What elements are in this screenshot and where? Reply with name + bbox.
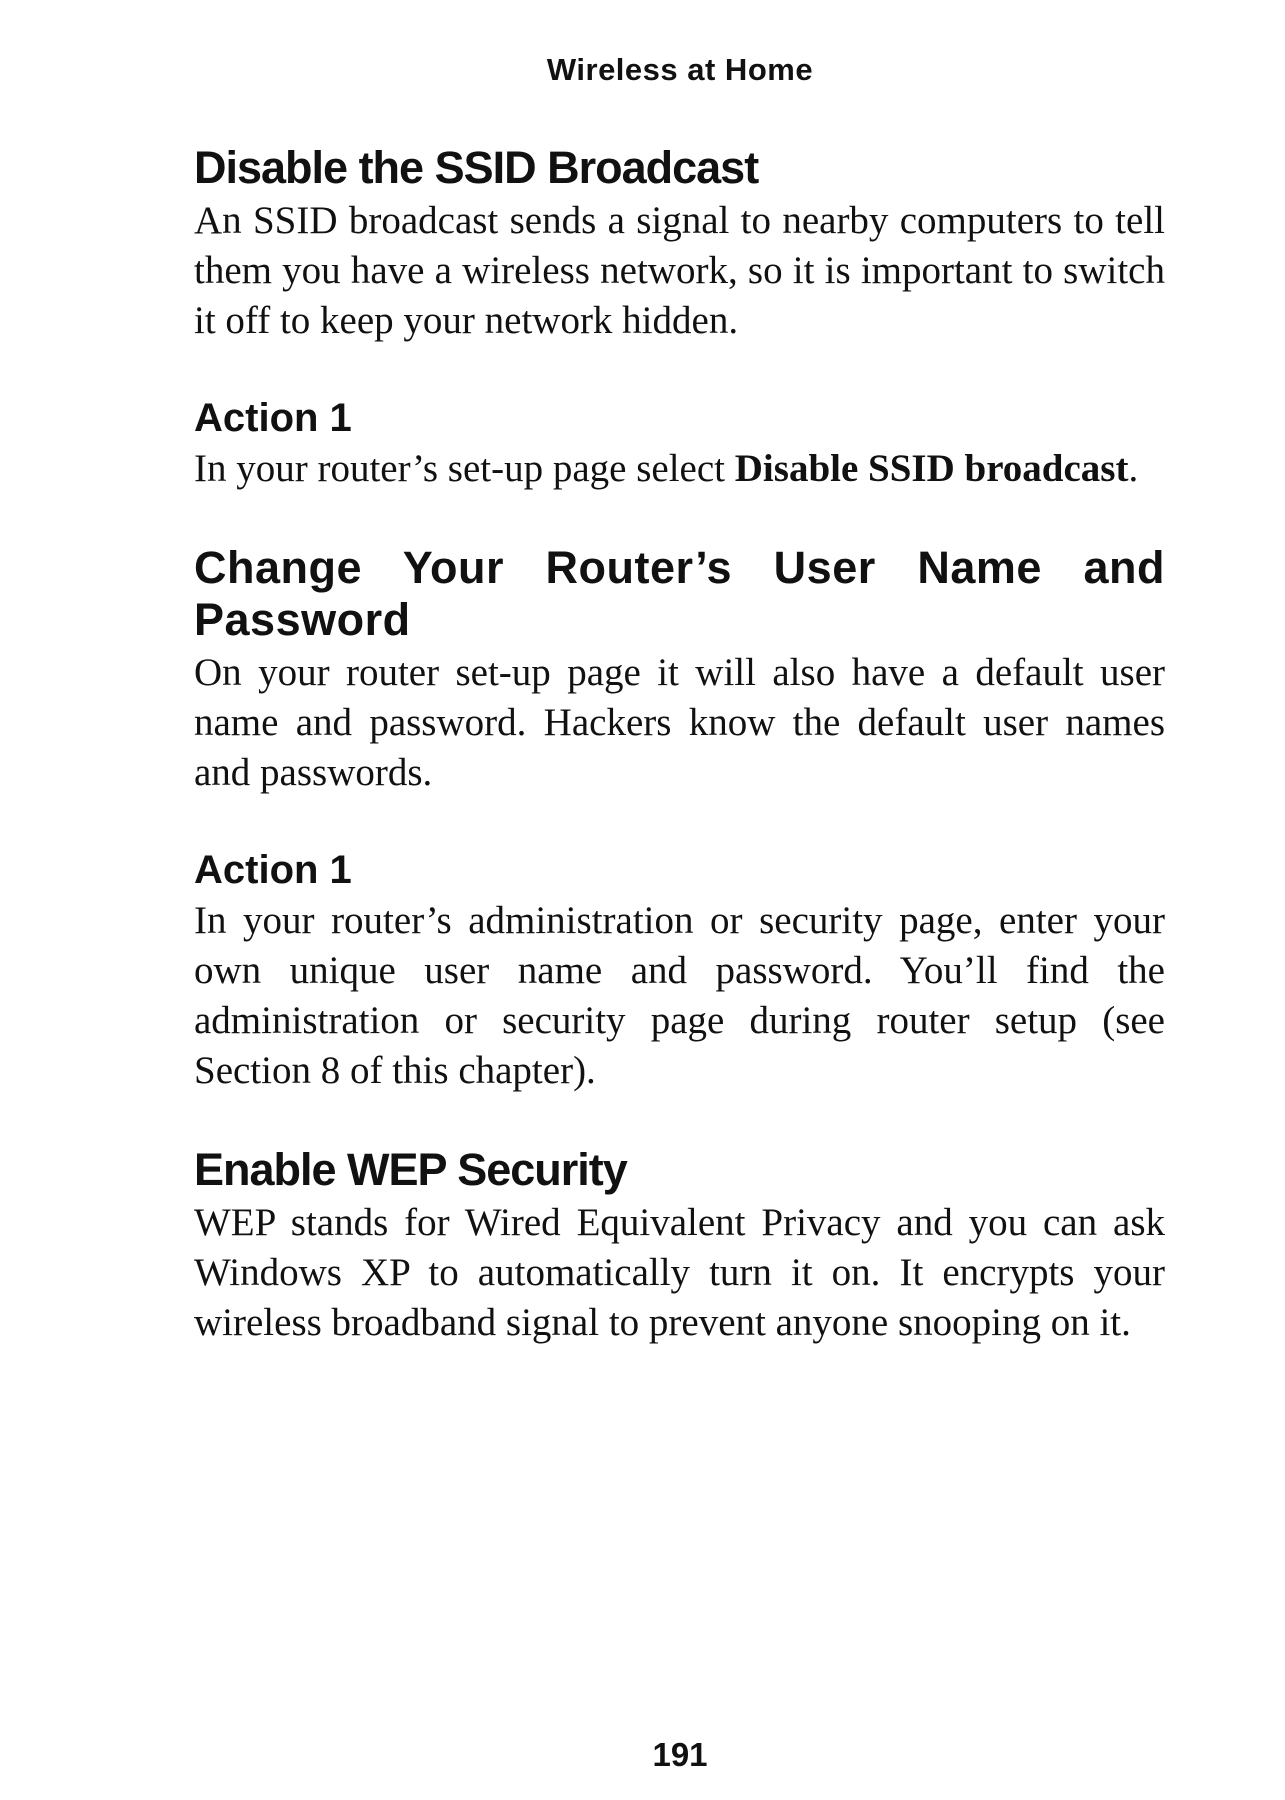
action-text-ssid (194, 444, 1165, 494)
action-text-ssid-emphasis: Disable SSID broadcast (734, 447, 1129, 490)
action-text-ssid-prefix: In your router’s set-up page select (194, 447, 735, 490)
section-heading-credentials: Change Your Router’s User Name and Password (194, 542, 1165, 645)
page-content (194, 142, 1165, 1348)
page-number: 191 (652, 1736, 708, 1773)
action-heading-credentials: Action 1 (194, 848, 352, 892)
section-heading-wep: Enable WEP Security (194, 1144, 627, 1195)
action-text-credentials: In your router’s administration or security page, enter your own unique user name and password. You’ll find the administration or security page during router setup (see Section 8 of this chapter). (194, 899, 1165, 1092)
action-heading-ssid: Action 1 (194, 396, 352, 440)
running-header: Wireless at Home (546, 52, 814, 87)
section-body-ssid: An SSID broadcast sends a signal to nearby computers to tell them you have a wireless network, so it is important to switch it off to keep your network hidden. (194, 199, 1165, 342)
section-body-credentials: On your router set-up page it will also have a default user name and password. Hackers know the default user names and passwords. (194, 651, 1165, 794)
section-body-wep: WEP stands for Wired Equivalent Privacy and you can ask Windows XP to automatically turn it on. It encrypts your wireless broadband signal to prevent anyone snooping on it. (194, 1201, 1165, 1344)
action-text-ssid-suffix: . (1128, 447, 1139, 490)
section-heading-ssid: Disable the SSID Broadcast (194, 142, 759, 193)
